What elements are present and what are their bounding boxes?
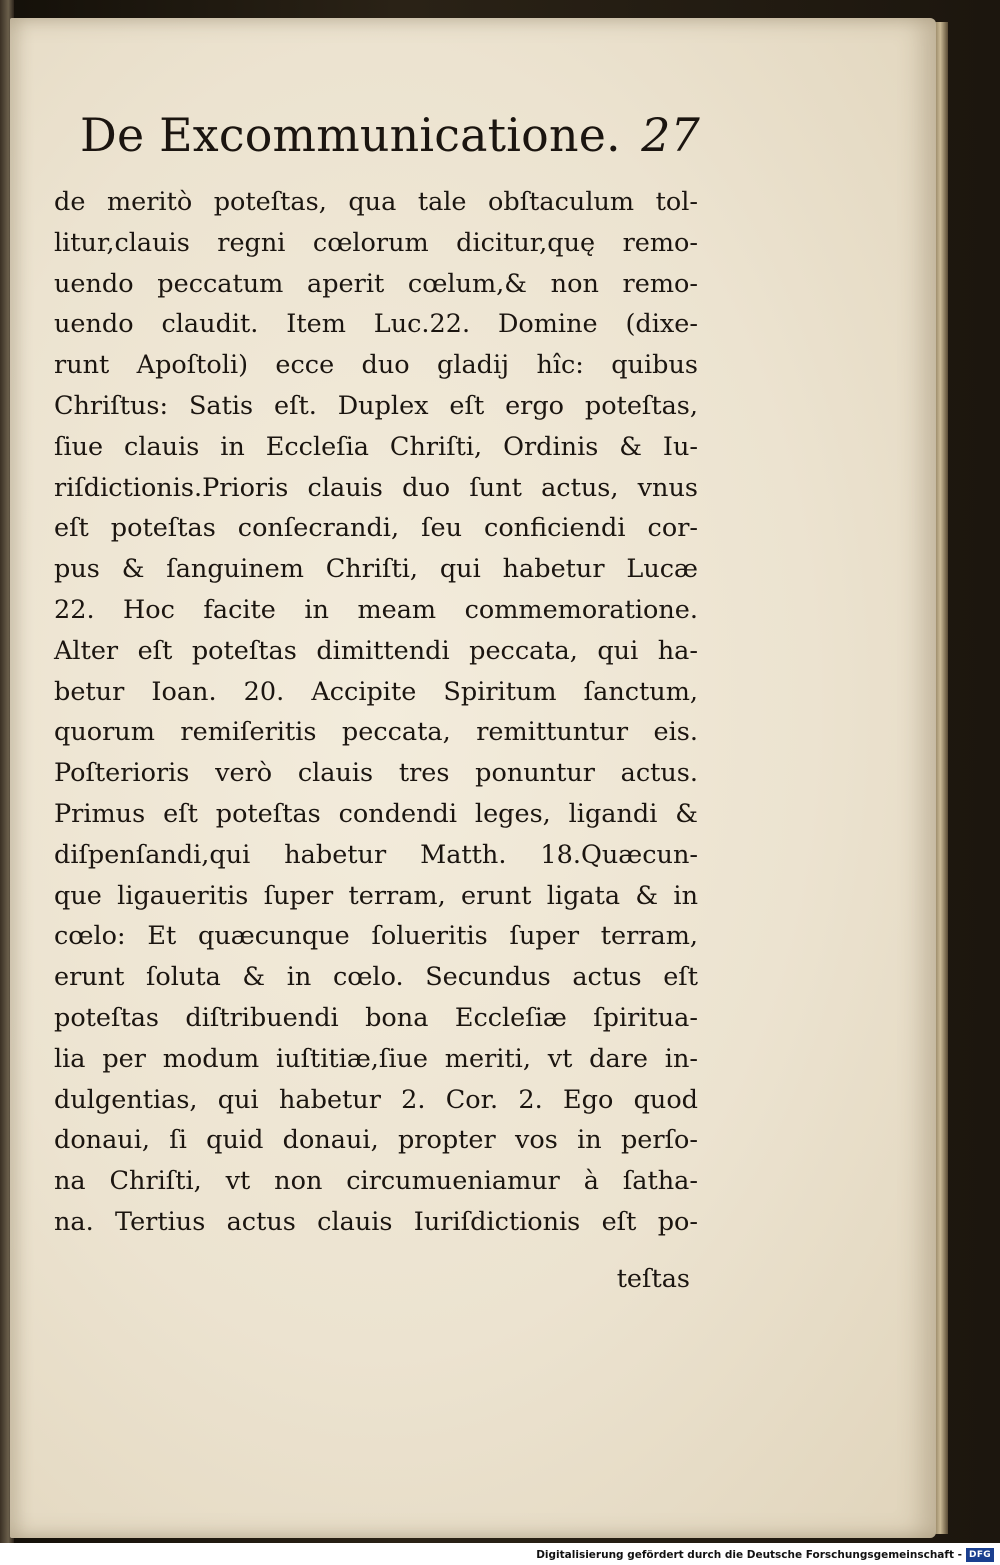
text-line: quorum remiſeritis peccata, remittuntur eis. (54, 717, 698, 748)
text-line: cœlo: Et quæcunque ſolueritis ſuper terram, (54, 921, 698, 952)
running-head (80, 100, 700, 170)
text-line: Primus eſt poteſtas condendi leges, ligandi & (54, 798, 698, 829)
text-line: erunt ſoluta & in cœlo. Secundus actus eſt (54, 962, 698, 993)
text-line: donaui, ſi quid donaui, propter vos in perſo- (54, 1125, 698, 1156)
digitization-credit: Digitalisierung gefördert durch die Deutsche Forschungsgemeinschaft - (536, 1549, 962, 1561)
dfg-logo-icon: DFG (966, 1548, 994, 1562)
text-line: na. Tertius actus clauis Iuriſdictionis eſt po- (54, 1206, 698, 1237)
text-line: dulgentias, qui habetur 2. Cor. 2. Ego quod (54, 1084, 698, 1115)
catchword: teſtas (616, 1264, 690, 1294)
text-line: Alter eſt poteſtas dimittendi peccata, qui ha- (54, 635, 698, 666)
text-line: uendo peccatum aperit cœlum,& non remo- (54, 268, 698, 299)
text-line: que ligaueritis ſuper terram, erunt ligata & in (54, 880, 698, 911)
text-line: uendo claudit. Item Luc.22. Domine (dixe- (54, 309, 698, 340)
page-fore-edge (934, 22, 948, 1534)
text-line: eſt poteſtas conſecrandi, ſeu conficiendi cor- (54, 513, 698, 544)
running-title: De Excommunicatione. (80, 108, 621, 162)
body-text (54, 182, 698, 1243)
text-line: riſdictionis.Prioris clauis duo ſunt actus, vnus (54, 472, 698, 503)
text-line: betur Ioan. 20. Accipite Spiritum ſanctum, (54, 676, 698, 707)
text-line: litur,clauis regni cœlorum dicitur,quę remo- (54, 227, 698, 258)
text-line: diſpenſandi,qui habetur Matth. 18.Quæcun- (54, 839, 698, 870)
text-line: de meritò poteſtas, qua tale obſtaculum tol- (54, 187, 698, 217)
text-line: ſiue clauis in Eccleſia Chriſti, Ordinis & Iu- (54, 431, 698, 462)
text-line: 22. Hoc facite in meam commemoratione. (54, 594, 698, 625)
text-line: Poſterioris verò clauis tres ponuntur actus. (54, 758, 698, 789)
text-line: runt Apoſtoli) ecce duo gladij hîc: quibus (54, 350, 698, 381)
text-line: Chriſtus: Satis eſt. Duplex eſt ergo poteſtas, (54, 390, 698, 421)
text-line: na Chriſti, vt non circumueniamur à ſatha- (54, 1166, 698, 1197)
text-line: poteſtas diſtribuendi bona Eccleſiæ ſpiritua- (54, 1002, 698, 1033)
page-number: 27 (641, 108, 700, 162)
text-line: lia per modum iuſtitiæ,ſiue meriti, vt dare in- (54, 1043, 698, 1074)
text-line: pus & ſanguinem Chriſti, qui habetur Lucæ (54, 554, 698, 585)
